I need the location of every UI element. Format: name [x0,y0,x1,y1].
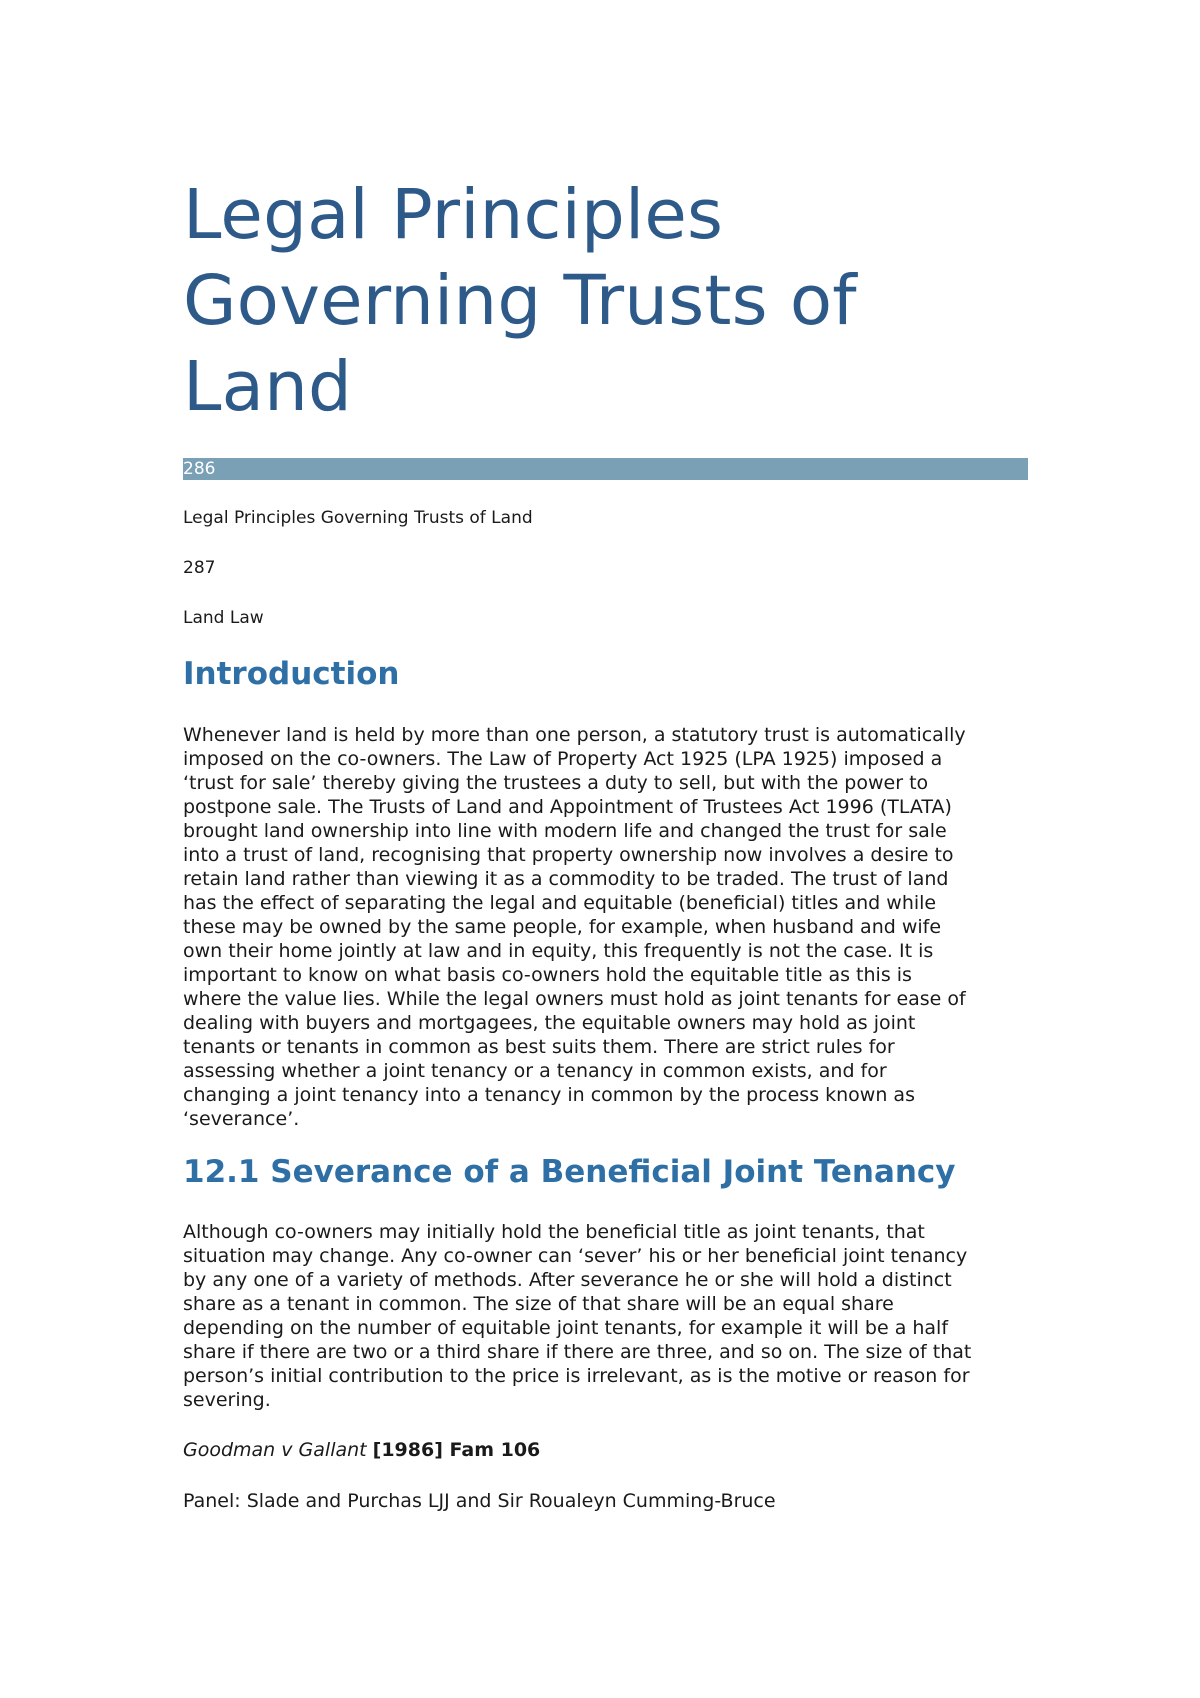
title-line-2: Governing Trusts of [183,261,857,341]
running-header: Legal Principles Governing Trusts of Land [183,508,533,528]
introduction-paragraph: Whenever land is held by more than one person, a statutory trust is automatically imposed on the co-owners. The Law of Property Act 1925 (LPA 1925) imposed a ‘trust for sale’ thereby giving the trustees a duty to sell, but with the power to postpone sale. The Trusts of Land and Appointment of Trustees Act 1996 (TLATA) brought land ownership into line with modern life and changed the trust for sale into a trust of land, recognising that property ownership now involves a desire to retain land rather than viewing it as a commodity to be traded. The trust of land has the effect of separating the legal and equitable (beneficial) titles and while these may be owned by the same people, for example, when husband and wife own their home jointly at law and in equity, this frequently is not the case. It is important to know on what basis co-owners hold the equitable title as this is where the value lies. While the legal owners must hold as joint tenants for ease of dealing with buyers and mortgagees, the equitable owners may hold as joint tenants or tenants in common as best suits them. There are strict rules for assessing whether a joint tenancy or a tenancy in common exists, and for changing a joint tenancy into a tenancy in common by the process known as ‘severance’. [183,724,966,1130]
case-citation [183,1438,540,1462]
title-line-3: Land [183,347,353,427]
case-name: Goodman v Gallant [183,1439,367,1461]
introduction-heading: Introduction [183,656,400,692]
document-title [183,172,1028,430]
second-page-number: 287 [183,558,216,578]
page-number: 286 [183,459,216,479]
case-panel: Panel: Slade and Purchas LJJ and Sir Roualeyn Cumming-Bruce [183,1490,776,1512]
page-number-bar [183,458,1028,480]
title-line-1: Legal Principles [183,175,724,255]
subject-label: Land Law [183,608,264,628]
case-reference: [1986] Fam 106 [372,1439,541,1461]
section-12-1-paragraph: Although co-owners may initially hold the beneficial title as joint tenants, that situation may change. Any co-owner can ‘sever’ his or her beneficial joint tenancy by any one of a variety of methods. After severance he or she will hold a distinct share as a tenant in common. The size of that share will be an equal share depending on the number of equitable joint tenants, for example it will be a half share if there are two or a third share if there are three, and so on. The size of that person’s initial contribution to the price is irrelevant, as is the motive or reason for severing. [183,1221,972,1411]
section-12-1-heading: 12.1 Severance of a Beneficial Joint Tenancy [183,1154,956,1190]
